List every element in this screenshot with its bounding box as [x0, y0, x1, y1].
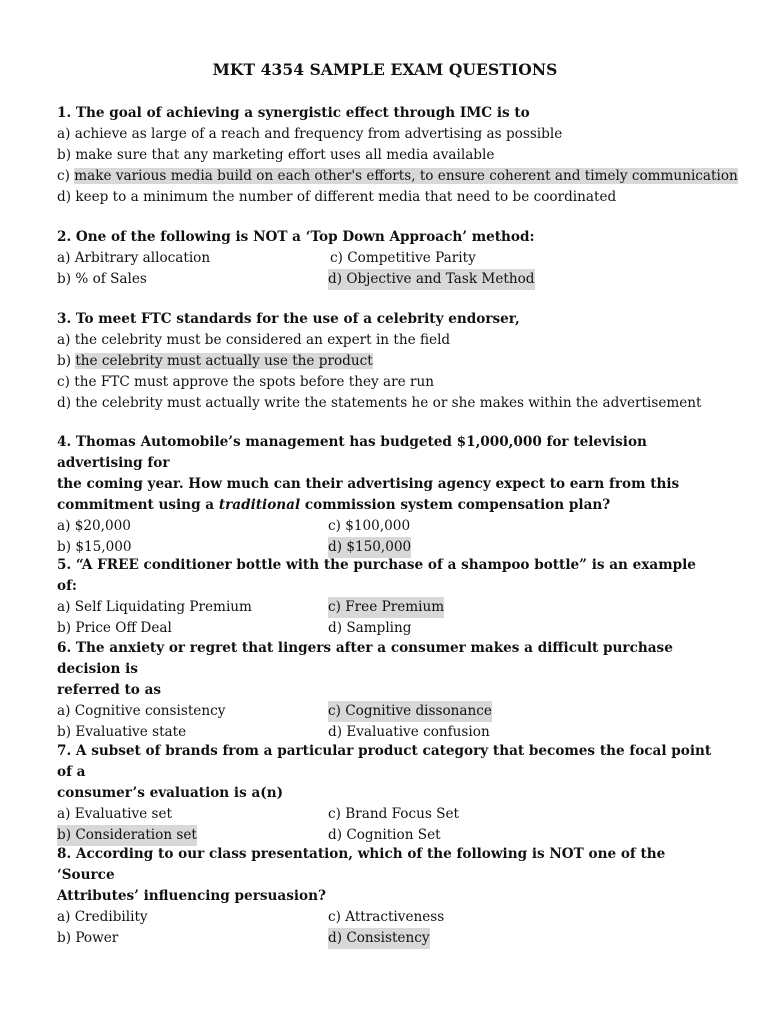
option-b: b) % of Sales: [57, 271, 147, 287]
option-d: d) Evaluative confusion: [328, 724, 490, 740]
question-4: [57, 432, 717, 558]
option-d: d) Sampling: [328, 620, 412, 636]
option-b: b) the celebrity must actually use the product: [57, 353, 373, 369]
option-a: a) Self Liquidating Premium: [57, 599, 252, 615]
option-b-answer-highlight: b) Consideration set: [57, 825, 197, 846]
question-text-line-2: consumer’s evaluation is a(n): [57, 785, 284, 801]
option-d: d) keep to a minimum the number of different media that need to be coordinated: [57, 189, 617, 205]
question-text-line-2: the coming year. How much can their advertising agency expect to earn from this: [57, 476, 680, 492]
option-c: c) $100,000: [328, 518, 411, 534]
option-c: c) Brand Focus Set: [328, 806, 459, 822]
option-b: b) Power: [57, 930, 119, 946]
question-text-line-1: 4. Thomas Automobile’s management has budgeted $1,000,000 for television advertising for: [57, 434, 647, 471]
option-c: c) make various media build on each other's efforts, to ensure coherent and timely communication: [57, 168, 738, 184]
option-d: d) the celebrity must actually write the statements he or she makes within the advertisement: [57, 395, 702, 411]
question-text: 3. To meet FTC standards for the use of a celebrity endorser,: [57, 311, 520, 327]
question-7: [57, 741, 717, 846]
option-c-answer-highlight: c) Cognitive dissonance: [328, 701, 492, 722]
option-b: b) $15,000: [57, 539, 132, 555]
option-a: a) Credibility: [57, 909, 148, 925]
question-8: [57, 844, 717, 949]
question-5: [57, 555, 717, 639]
answer-highlight: the celebrity must actually use the product: [75, 353, 373, 369]
option-a: a) $20,000: [57, 518, 131, 534]
question-text: 5. “A FREE conditioner bottle with the purchase of a shampoo bottle” is an example of:: [57, 557, 696, 594]
option-a: a) achieve as large of a reach and frequency from advertising as possible: [57, 126, 563, 142]
option-b: b) Price Off Deal: [57, 620, 172, 636]
page-title: MKT 4354 SAMPLE EXAM QUESTIONS: [212, 60, 558, 79]
option-b: b) Evaluative state: [57, 724, 187, 740]
question-text-line-2: Attributes’ influencing persuasion?: [57, 888, 326, 904]
option-c: c) the FTC must approve the spots before they are run: [57, 374, 434, 390]
question-text: 1. The goal of achieving a synergistic effect through IMC is to: [57, 105, 530, 121]
question-text: 2. One of the following is NOT a ‘Top Down Approach’ method:: [57, 229, 535, 245]
option-d-answer-highlight: d) Objective and Task Method: [328, 269, 535, 290]
option-a: a) Evaluative set: [57, 806, 172, 822]
question-text-line-1: 8. According to our class presentation, which of the following is NOT one of the ‘Source: [57, 846, 666, 883]
question-text-line-3: commitment using a traditional commission system compensation plan?: [57, 497, 611, 513]
question-6: [57, 638, 717, 743]
question-1: [57, 103, 738, 208]
question-text-line-1: 7. A subset of brands from a particular product category that becomes the focal point of a: [57, 743, 712, 780]
question-3: [57, 309, 717, 414]
option-c: c) Competitive Parity: [330, 250, 476, 266]
option-a: a) Arbitrary allocation: [57, 250, 211, 266]
answer-highlight: make various media build on each other's efforts, to ensure coherent and timely communication: [74, 168, 738, 184]
option-d-answer-highlight: d) $150,000: [328, 537, 411, 558]
option-a: a) the celebrity must be considered an expert in the field: [57, 332, 451, 348]
question-text-line-2: referred to as: [57, 682, 162, 698]
question-2: [57, 227, 717, 290]
option-c: c) Attractiveness: [328, 909, 445, 925]
option-d: d) Cognition Set: [328, 827, 441, 843]
option-d-answer-highlight: d) Consistency: [328, 928, 430, 949]
question-text-line-1: 6. The anxiety or regret that lingers after a consumer makes a difficult purchase decision is: [57, 640, 673, 677]
option-a: a) Cognitive consistency: [57, 703, 226, 719]
option-c-answer-highlight: c) Free Premium: [328, 597, 444, 618]
option-b: b) make sure that any marketing effort uses all media available: [57, 147, 495, 163]
